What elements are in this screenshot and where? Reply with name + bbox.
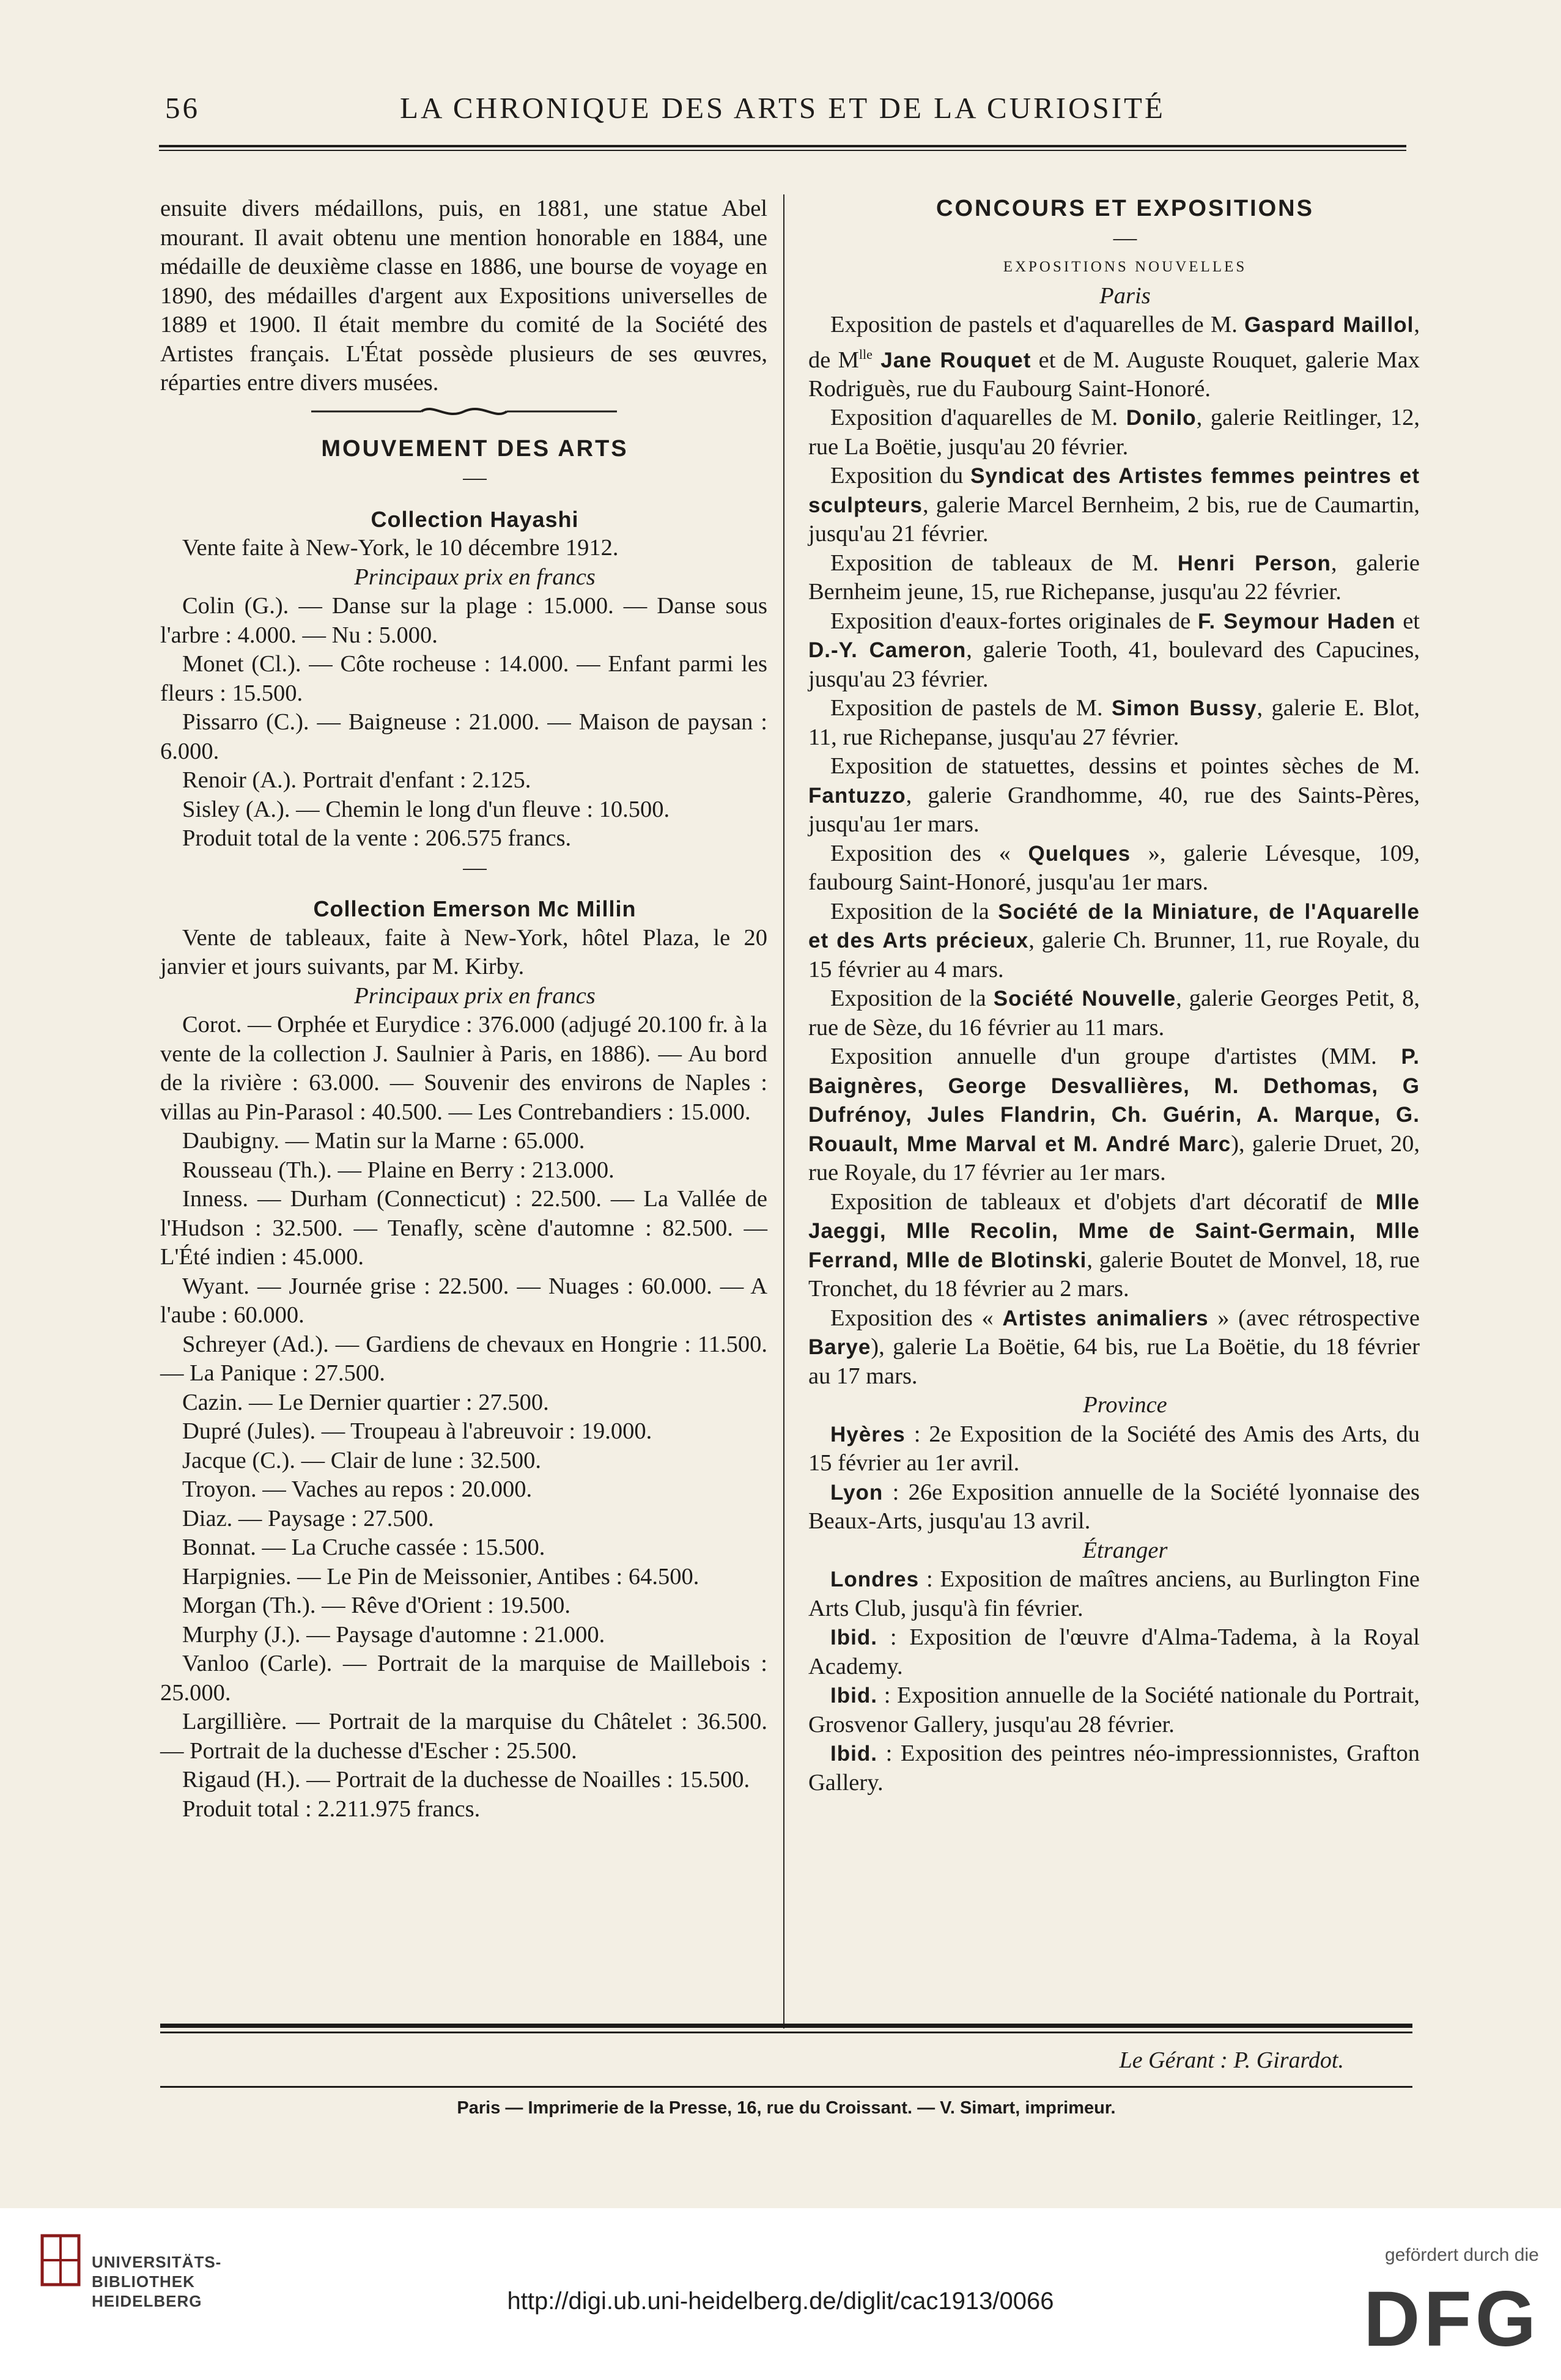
sale-info-emerson: Vente de tableaux, faite à New-York, hôtel Plaza, le 20 janvier et jours suivants, par M. Kirby. (160, 924, 767, 979)
library-name: UNIVERSITÄTS- BIBLIOTHEK HEIDELBERG (92, 2253, 222, 2310)
exhibition-entry: Londres : Exposition de maîtres anciens, au Burlington Fine Arts Club, jusqu'à fin février. (808, 1566, 1420, 1621)
ornament-divider (311, 403, 617, 420)
sale-info-hayashi: Vente faite à New-York, le 10 décembre 1912. (182, 535, 619, 561)
exhibition-entry: Exposition des « Artistes animaliers » (avec rétrospective Barye), galerie La Boëtie, 64 bis, rue La Boëtie, du 18 février au 17 mars. (808, 1305, 1420, 1389)
exhibition-entry: Exposition de la Société de la Miniature, de l'Aquarelle et des Arts précieux, galerie Ch. Brunner, 11, rue Royale, du 15 février au 4 mars. (808, 898, 1420, 982)
price-entry: Monet (Cl.). — Côte rocheuse : 14.000. — Enfant parmi les fleurs : 15.500. (160, 651, 767, 706)
section-title-concours: CONCOURS ET EXPOSITIONS (936, 196, 1314, 221)
collection-title-hayashi: Collection Hayashi (371, 506, 579, 532)
price-entry: Schreyer (Ad.). — Gardiens de chevaux en Hongrie : 11.500. — La Panique : 27.500. (160, 1331, 767, 1386)
exhibition-entry: Exposition du Syndicat des Artistes femmes peintres et sculpteurs, galerie Marcel Bernheim, 2 bis, rue de Caumartin, jusqu'au 21 février. (808, 463, 1420, 547)
price-entry: Dupré (Jules). — Troupeau à l'abreuvoir : 19.000. (182, 1418, 652, 1444)
dash-separator: — (463, 465, 487, 490)
exhibition-entry: Ibid. : Exposition annuelle de la Société nationale du Portrait, Grosvenor Gallery, jusqu'au 28 février. (808, 1682, 1420, 1737)
dash-separator: — (1113, 224, 1137, 251)
price-entry: Corot. — Orphée et Eurydice : 376.000 (adjugé 20.100 fr. à la vente de la collection J. Saulnier à Paris, en 1886). — Au bord de la rivière : 63.000. — Souvenir des environs de Naples : villas au Pin-Parasol : 40.500. — Les Contrebandiers : 15.000. (160, 1012, 767, 1125)
price-entry: Jacque (C.). — Clair de lune : 32.500. (182, 1447, 541, 1473)
exhibition-entry: Exposition annuelle d'un groupe d'artistes (MM. P. Baignères, George Desvallières, M. Dethomas, G Dufrénoy, Jules Flandrin, Ch. Guérin, A. Marque, G. Rouault, Mme Marval et M. André Marc), galerie Druet, 20, rue Royale, du 17 février au 1er mars. (808, 1044, 1420, 1186)
dash-separator: — (463, 854, 487, 880)
price-entry: Renoir (A.). Portrait d'enfant : 2.125. (182, 767, 531, 793)
university-seal-icon (39, 2233, 82, 2288)
exhibition-entry: Exposition de pastels de M. Simon Bussy, galerie E. Blot, 11, rue Richepanse, jusqu'au 27 février. (808, 695, 1420, 750)
price-entry: Largillière. — Portrait de la marquise du Châtelet : 36.500. — Portrait de la duchesse d'Escher : 25.500. (160, 1709, 767, 1764)
price-entry: Sisley (A.). — Chemin le long d'un fleuve : 10.500. (182, 796, 670, 822)
exhibition-entry: Exposition de tableaux et d'objets d'art décoratif de Mlle Jaeggi, Mlle Recolin, Mme de Saint-Germain, Mlle Ferrand, Mlle de Blotinski, galerie Boutet de Monvel, 18, rue Tronchet, du 18 février au 2 mars. (808, 1188, 1420, 1302)
exhibition-entry: Ibid. : Exposition de l'œuvre d'Alma-Tadema, à la Royal Academy. (808, 1624, 1420, 1679)
column-divider (783, 194, 784, 2028)
region-heading-etranger: Étranger (1082, 1537, 1168, 1563)
price-entry: Colin (G.). — Danse sur la plage : 15.000. — Danse sous l'arbre : 4.000. — Nu : 5.000. (160, 593, 767, 648)
exhibition-entry: Ibid. : Exposition des peintres néo-impressionnistes, Grafton Gallery. (808, 1741, 1420, 1796)
sponsor-label: gefördert durch die (1385, 2245, 1539, 2265)
left-column (160, 194, 767, 1824)
imprint-rule (160, 2086, 1412, 2088)
subsection-title: EXPOSITIONS NOUVELLES (1003, 259, 1247, 275)
exhibition-entry: Lyon : 26e Exposition annuelle de la Société lyonnaise des Beaux-Arts, jusqu'au 13 avril. (808, 1479, 1420, 1534)
printer-imprint: Paris — Imprimerie de la Presse, 16, rue du Croissant. — V. Simart, imprimeur. (457, 2098, 1116, 2118)
price-entry: Pissarro (C.). — Baigneuse : 21.000. — Maison de paysan : 6.000. (160, 709, 767, 764)
region-heading-paris: Paris (1099, 282, 1151, 309)
price-entry: Vanloo (Carle). — Portrait de la marquise de Maillebois : 25.000. (160, 1651, 767, 1706)
collection-title-emerson: Collection Emerson Mc Millin (313, 896, 637, 921)
price-entry: Cazin. — Le Dernier quartier : 27.500. (182, 1389, 549, 1415)
price-entry: Bonnat. — La Cruche cassée : 15.500. (182, 1534, 545, 1560)
obituary-continuation: ensuite divers médaillons, puis, en 1881, une statue Abel mourant. Il avait obtenu une mention honorable en 1884, une médaille de deuxième classe en 1886, une bourse de voyage en 1890, des médailles d'argent aux Expositions universelles de 1889 et 1900. Il était membre du comité de la Société des Artistes français. L'État possède plusieurs de ses œuvres, réparties entre divers musées. (160, 196, 767, 396)
price-entry: Morgan (Th.). — Rêve d'Orient : 19.500. (182, 1593, 570, 1618)
right-column (808, 194, 1420, 1797)
prices-heading-hayashi: Principaux prix en francs (354, 564, 596, 590)
price-entry: Rousseau (Th.). — Plaine en Berry : 213.000. (182, 1157, 614, 1183)
page-number: 56 (165, 91, 200, 125)
header-rule-thin (159, 150, 1406, 151)
price-entry: Diaz. — Paysage : 27.500. (182, 1505, 434, 1531)
province-exhibitions (808, 1420, 1420, 1536)
footer-rule-thick (160, 2024, 1412, 2028)
price-entry: Harpignies. — Le Pin de Meissonier, Antibes : 64.500. (182, 1563, 699, 1590)
journal-title: LA CHRONIQUE DES ARTS ET DE LA CURIOSITÉ (400, 91, 1165, 125)
section-title-mouvement: MOUVEMENT DES ARTS (321, 435, 629, 462)
price-entry: Wyant. — Journée grise : 22.500. — Nuages : 60.000. — A l'aube : 60.000. (160, 1273, 767, 1328)
exhibition-entry: Exposition d'aquarelles de M. Donilo, galerie Reitlinger, 12, rue La Boëtie, jusqu'au 20 février. (808, 405, 1420, 460)
exhibition-entry: Hyères : 2e Exposition de la Société des Amis des Arts, du 15 février au 1er avril. (808, 1421, 1420, 1476)
gerant-signature: Le Gérant : P. Girardot. (1119, 2047, 1344, 2073)
price-entry: Inness. — Durham (Connecticut) : 22.500. — La Vallée de l'Hudson : 32.500. — Tenafly, scène d'automne : 82.500. — L'Été indien : 45.000. (160, 1186, 767, 1270)
header-rule (159, 145, 1406, 147)
exhibition-entry: Exposition d'eaux-fortes originales de F. Seymour Haden et D.-Y. Cameron, galerie Tooth, 41, boulevard des Capucines, jusqu'au 23 février. (808, 608, 1420, 692)
dfg-logo: DFG (1364, 2275, 1540, 2363)
exhibition-entry: Exposition de statuettes, dessins et pointes sèches de M. Fantuzzo, galerie Grandhomme, 40, rue des Saints-Pères, jusqu'au 1er mars. (808, 753, 1420, 838)
exhibition-entry: Exposition de tableaux de M. Henri Person, galerie Bernheim jeune, 15, rue Richepanse, jusqu'au 22 février. (808, 550, 1420, 605)
sale-total: Produit total de la vente : 206.575 francs. (182, 825, 572, 851)
price-entry: Troyon. — Vaches au repos : 20.000. (182, 1476, 533, 1502)
source-url[interactable]: http://digi.ub.uni-heidelberg.de/diglit/cac1913/0066 (507, 2288, 1054, 2315)
running-head (165, 90, 1400, 134)
price-entry: Murphy (J.). — Paysage d'automne : 21.000. (182, 1621, 605, 1648)
paris-exhibitions (808, 311, 1420, 1391)
region-heading-province: Province (1083, 1392, 1167, 1418)
digitization-footer (0, 2208, 1561, 2380)
price-entry: Rigaud (H.). — Portrait de la duchesse de Noailles : 15.500. (182, 1767, 750, 1792)
price-entry: Daubigny. — Matin sur la Marne : 65.000. (182, 1128, 585, 1154)
sale-total: Produit total : 2.211.975 francs. (182, 1796, 481, 1822)
exhibition-entry: Exposition de la Société Nouvelle, galerie Georges Petit, 8, rue de Sèze, du 16 février au 11 mars. (808, 986, 1420, 1041)
prices-heading-emerson: Principaux prix en francs (354, 982, 596, 1009)
footer-rule-thin (160, 2032, 1412, 2033)
foreign-exhibitions (808, 1565, 1420, 1797)
exhibition-entry: Exposition de pastels et d'aquarelles de M. Gaspard Maillol, de $M^{lle}$ Jane Rouquet et de M. Auguste Rouquet, galerie Max Rodriguès, rue du Faubourg Saint-Honoré. (808, 312, 1420, 402)
exhibition-entry: Exposition des « Quelques », galerie Lévesque, 109, faubourg Saint-Honoré, jusqu'au 1er mars. (808, 840, 1420, 896)
